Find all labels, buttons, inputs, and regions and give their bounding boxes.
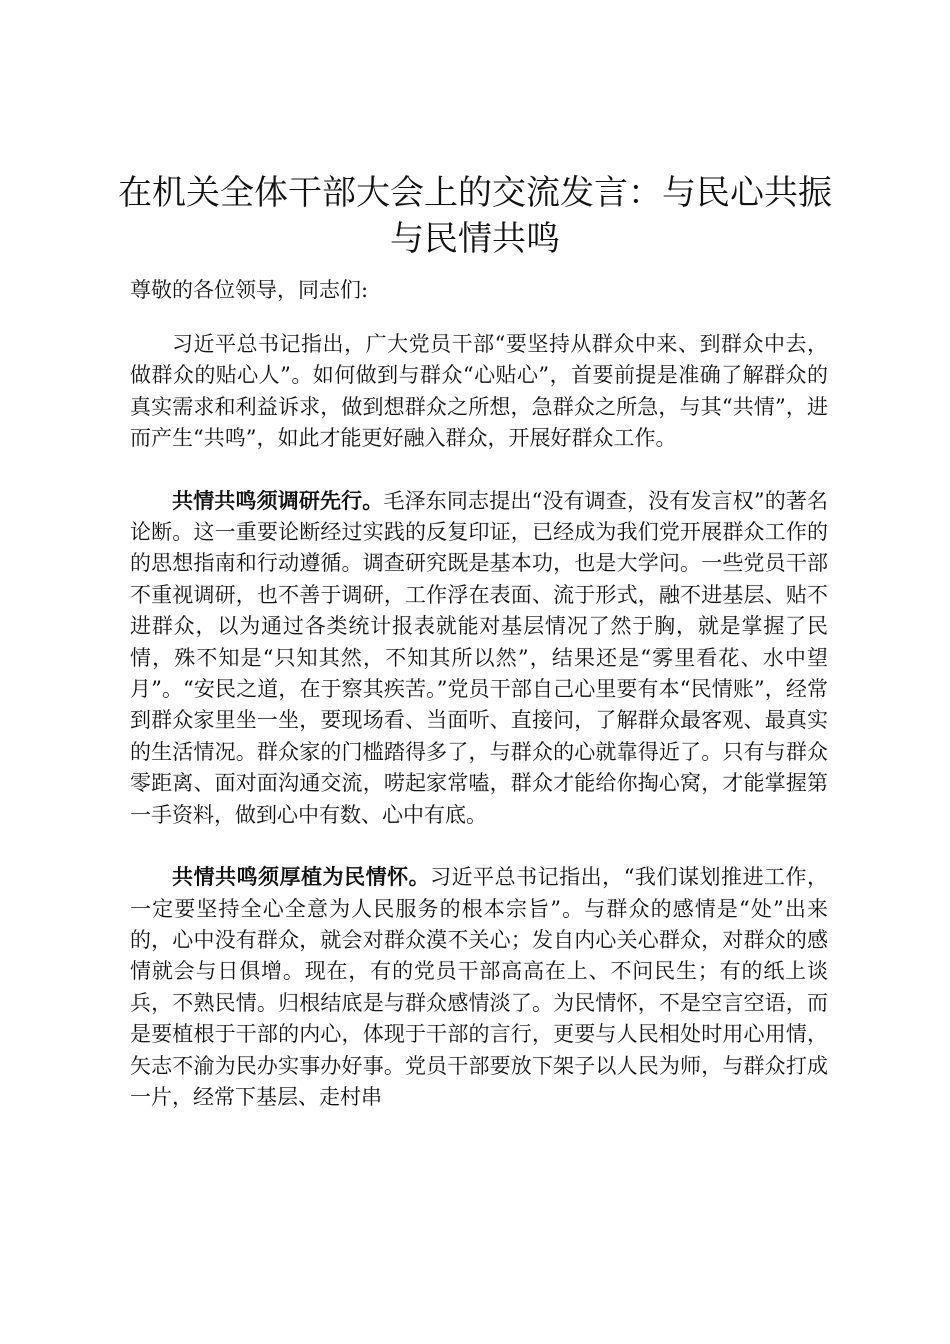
paragraph-intro — [130, 328, 828, 455]
paragraph-research — [130, 485, 828, 831]
paragraph-text: 习近平总书记指出，“我们谋划推进工作，一定要坚持全心全意为人民服务的根本宗旨”。与群众的感情是“处”出来的，心中没有群众，就会对群众漠不关心；发自内心关心群众，对群众的感情就会与日俱增。现在，有的党员干部高高在上、不问民生；有的纸上谈兵，不熟民情。归根结底是与群众感情淡了。为民情怀，不是空言空语，而是要植根于干部的内心，体现于干部的言行，更要与人民相处时用心用情，矢志不渝为民办实事办好事。党员干部要放下架子以人民为师，与群众打成一片，经常下基层、走村串 — [130, 865, 829, 1109]
paragraph-text: 习近平总书记指出，广大党员干部“要坚持从群众中来、到群众中去，做群众的贴心人”。如何做到与群众“心贴心”，首要前提是准确了解群众的真实需求和利益诉求，做到想群众之所想，急群众之所急，与其“共情”，进而产生“共鸣”，如此才能更好融入群众，开展好群众工作。 — [130, 332, 828, 451]
paragraph-lead: 共情共鸣须调研先行。 — [172, 487, 384, 513]
paragraph-sentiment — [130, 861, 828, 1113]
paragraph-lead: 共情共鸣须厚植为民情怀。 — [172, 864, 431, 890]
document-title: 在机关全体干部大会上的交流发言：与民心共振 与民情共鸣 — [118, 173, 832, 259]
paragraph-text: 毛泽东同志提出“没有调查，没有发言权”的著名论断。这一重要论断经过实践的反复印证，已经成为我们党开展群众工作的的思想指南和行动遵循。调查研究既是基本功，也是大学问。一些党员干部不重视调研，也不善于调研，工作浮在表面、流于形式，融不进基层、贴不进群众，以为通过各类统计报表就能对基层情况了然于胸，就是掌握了民情，殊不知是“只知其然，不知其所以然”，结果还是“雾里看花、水中望月”。“安民之道，在于察其疾苦。”党员干部自己心里要有本“民情账”，经常到群众家里坐一坐，要现场看、当面听、直接问，了解群众最客观、最真实的生活情况。群众家的门槛踏得多了，与群众的心就靠得近了。只有与群众零距离、面对面沟通交流，唠起家常嗑，群众才能给你掏心窝，才能掌握第一手资料，做到心中有数、心中有底。 — [130, 488, 828, 827]
document-body — [130, 328, 828, 1143]
salutation: 尊敬的各位领导，同志们: — [130, 278, 369, 302]
